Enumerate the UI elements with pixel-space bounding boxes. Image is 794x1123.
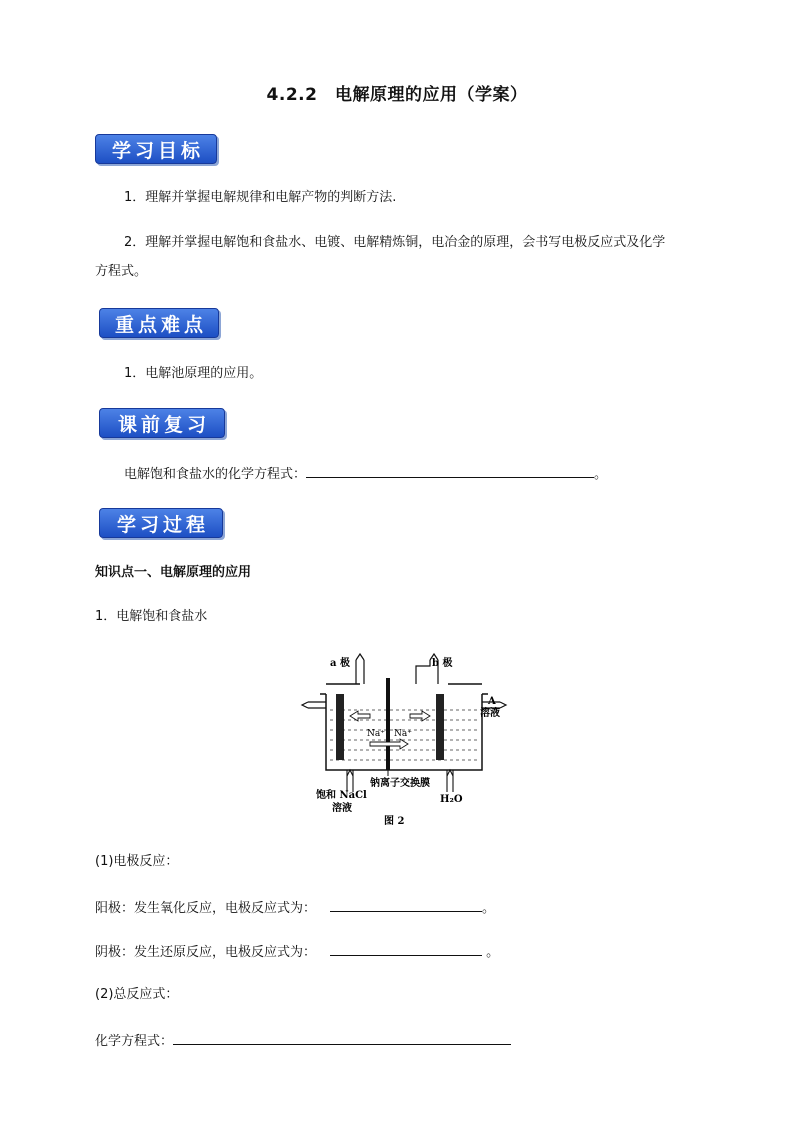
anode-end: 。 <box>482 901 496 916</box>
hollow-arrow-right-icon <box>410 711 430 721</box>
electrode-b <box>436 694 444 760</box>
arrow-up-icon <box>356 654 364 660</box>
hollow-arrow-left-icon <box>350 711 370 721</box>
label-membrane: 钠离子交换膜 <box>370 778 430 789</box>
label-b-electrode: b 极 <box>432 658 453 669</box>
goal-item-2-cont: 方程式。 <box>95 264 148 279</box>
cathode-answer-blank[interactable] <box>330 941 482 956</box>
review-prompt: 电解饱和食盐水的化学方程式： <box>124 467 307 482</box>
anode-answer-blank[interactable] <box>330 897 482 912</box>
section-badge-process: 学习过程 <box>99 508 223 538</box>
arrow-left-icon <box>302 702 308 708</box>
figure-caption: 图 2 <box>384 816 405 827</box>
total-reaction-heading: (2)总反应式： <box>95 987 179 1002</box>
equation-question <box>95 1030 511 1052</box>
equation-answer-blank[interactable] <box>173 1030 511 1045</box>
label-inlet-left-1: 饱和 NaCl <box>316 790 367 801</box>
goal-item-1: 1．理解并掌握电解规律和电解产物的判断方法. <box>124 190 397 205</box>
cathode-prompt: 阴极：发生还原反应，电极反应式为： <box>95 945 317 960</box>
arrow-up-icon <box>447 770 453 776</box>
electrolysis-cell-svg <box>300 652 510 830</box>
electrode-a <box>336 694 344 760</box>
label-a-electrode: a 极 <box>330 658 350 669</box>
cathode-end: 。 <box>482 945 500 960</box>
gas-pipe-a <box>356 660 364 684</box>
knowledge-point-heading: 知识点一、电解原理的应用 <box>95 565 252 580</box>
label-A: A <box>488 696 496 707</box>
electrolysis-diagram <box>300 652 510 834</box>
anode-prompt: 阳极：发生氧化反应，电极反应式为： <box>95 901 317 916</box>
arrow-right-icon <box>500 702 506 708</box>
page-title: 4.2.2 电解原理的应用（学案） <box>266 85 528 105</box>
section-badge-goals: 学习目标 <box>95 134 217 164</box>
label-A-solution: 溶液 <box>480 708 500 719</box>
cathode-question <box>95 941 499 963</box>
goal-item-2: 2．理解并掌握电解饱和食盐水、电镀、电解精炼铜，电冶金的原理，会书写电极反应式及化学 <box>124 235 666 250</box>
arrow-up-icon <box>347 770 353 776</box>
label-ion-left: Na⁺ <box>367 729 385 739</box>
anode-question <box>95 897 495 919</box>
review-end: 。 <box>594 467 608 482</box>
key-point-item-1: 1．电解池原理的应用。 <box>124 366 263 381</box>
equation-prompt: 化学方程式： <box>95 1034 174 1049</box>
label-inlet-right: H₂O <box>440 794 463 805</box>
label-ion-right: Na⁺ <box>394 729 412 739</box>
review-question <box>124 463 607 485</box>
item-electrolysis-brine: 1．电解饱和食盐水 <box>95 609 208 624</box>
section-badge-review: 课前复习 <box>99 408 225 438</box>
section-badge-key-points: 重点难点 <box>99 308 219 338</box>
membrane <box>386 678 390 770</box>
label-inlet-left-2: 溶液 <box>332 803 352 814</box>
electrode-reaction-heading: (1)电极反应： <box>95 854 179 869</box>
outlet-left <box>308 702 326 708</box>
review-answer-blank[interactable] <box>306 463 594 478</box>
